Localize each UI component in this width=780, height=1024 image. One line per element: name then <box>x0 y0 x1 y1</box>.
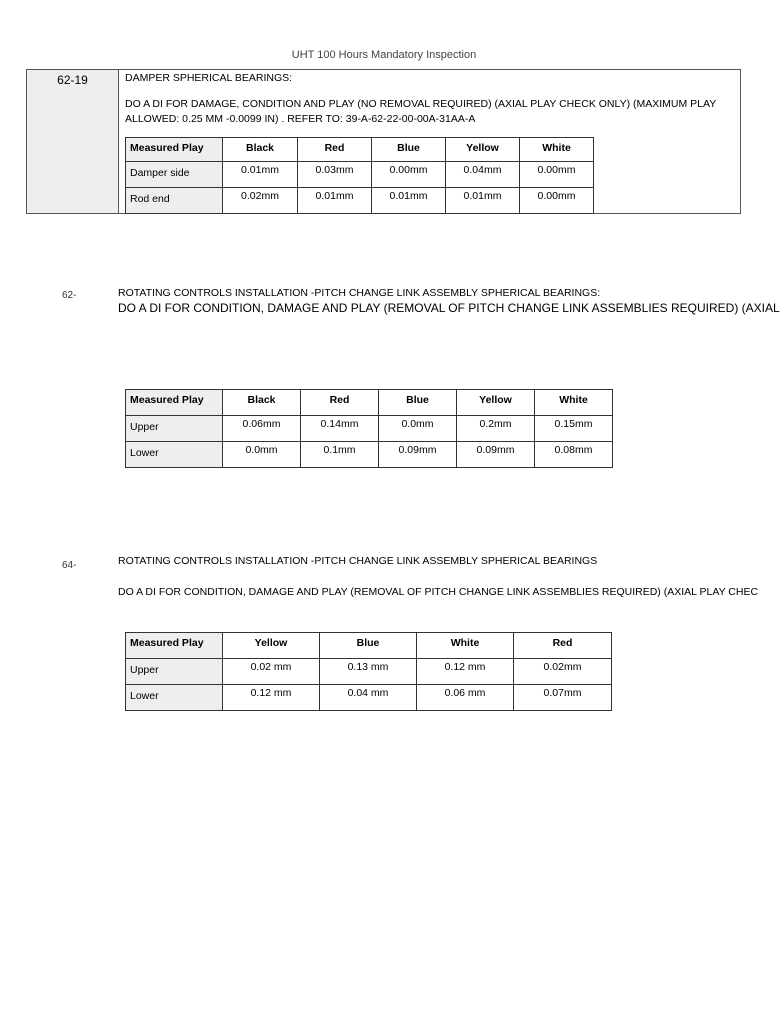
measured-play-table-3 <box>125 632 612 711</box>
table-cell: 0.00mm <box>520 162 594 188</box>
row-label: Upper <box>126 416 223 442</box>
column-header: White <box>417 633 514 659</box>
document-header <box>0 50 768 60</box>
column-header: Measured Play <box>126 633 223 659</box>
section-title: ROTATING CONTROLS INSTALLATION -PITCH CHANGE LINK ASSEMBLY SPHERICAL BEARINGS <box>118 555 598 567</box>
column-header: Yellow <box>446 138 520 162</box>
table-cell: 0.00mm <box>372 162 446 188</box>
table-row <box>126 659 612 685</box>
section-description: DO A DI FOR DAMAGE, CONDITION AND PLAY (NO REMOVAL REQUIRED) (AXIAL PLAY CHECK ONLY) (MAXIMUM PLAY ALLOWED: 0.25 MM -0.0099 IN) . REFER TO: 39-A-62-22-00-00A-31AA-A <box>125 98 717 125</box>
table-cell: 0.0mm <box>223 442 301 468</box>
section-number: 62- <box>62 290 77 301</box>
table-cell: 0.12 mm <box>223 685 320 711</box>
table-row <box>126 162 594 188</box>
table-cell: 0.1mm <box>301 442 379 468</box>
section-number: 62-19 <box>27 70 119 213</box>
table-header-row <box>126 138 594 162</box>
table-cell: 0.02mm <box>514 659 612 685</box>
column-header: White <box>535 390 613 416</box>
table-cell: 0.04 mm <box>320 685 417 711</box>
table-cell: 0.07mm <box>514 685 612 711</box>
table-cell: 0.01mm <box>446 188 520 214</box>
section-title: ROTATING CONTROLS INSTALLATION -PITCH CHANGE LINK ASSEMBLY SPHERICAL BEARINGS: <box>118 287 601 299</box>
table-cell: 0.01mm <box>372 188 446 214</box>
row-label: Upper <box>126 659 223 685</box>
row-label: Lower <box>126 685 223 711</box>
table-cell: 0.13 mm <box>320 659 417 685</box>
table-header-row <box>126 633 612 659</box>
section-description: DO A DI FOR CONDITION, DAMAGE AND PLAY (REMOVAL OF PITCH CHANGE LINK ASSEMBLIES REQUIRED) (AXIAL <box>118 301 780 315</box>
row-label: Lower <box>126 442 223 468</box>
table-cell: 0.0mm <box>379 416 457 442</box>
column-header: Red <box>301 390 379 416</box>
table-cell: 0.12 mm <box>417 659 514 685</box>
column-header: Blue <box>379 390 457 416</box>
table-cell: 0.06mm <box>223 416 301 442</box>
table-row <box>126 416 613 442</box>
column-header: Blue <box>320 633 417 659</box>
row-label: Rod end <box>126 188 223 214</box>
column-header: Red <box>298 138 372 162</box>
table-cell: 0.04mm <box>446 162 520 188</box>
table-cell: 0.01mm <box>298 188 372 214</box>
section-description: DO A DI FOR CONDITION, DAMAGE AND PLAY (REMOVAL OF PITCH CHANGE LINK ASSEMBLIES REQUIRED) (AXIAL PLAY CHEC <box>118 586 759 598</box>
section-number: 64- <box>62 560 77 571</box>
table-cell: 0.02mm <box>223 188 298 214</box>
table-cell: 0.01mm <box>223 162 298 188</box>
table-cell: 0.09mm <box>379 442 457 468</box>
column-header: Measured Play <box>126 390 223 416</box>
column-header: Blue <box>372 138 446 162</box>
table-cell: 0.00mm <box>520 188 594 214</box>
table-cell: 0.03mm <box>298 162 372 188</box>
table-cell: 0.02 mm <box>223 659 320 685</box>
table-cell: 0.2mm <box>457 416 535 442</box>
measured-play-table-2 <box>125 389 613 468</box>
table-cell: 0.15mm <box>535 416 613 442</box>
table-cell: 0.06 mm <box>417 685 514 711</box>
column-header: White <box>520 138 594 162</box>
table-row <box>126 685 612 711</box>
table-cell: 0.14mm <box>301 416 379 442</box>
column-header: Black <box>223 138 298 162</box>
table-row <box>126 188 594 214</box>
column-header: Yellow <box>457 390 535 416</box>
section-title: DAMPER SPHERICAL BEARINGS: <box>125 72 293 84</box>
table-row <box>126 442 613 468</box>
document-header-text: UHT 100 Hours Mandatory Inspection <box>291 49 477 61</box>
table-header-row <box>126 390 613 416</box>
table-cell: 0.08mm <box>535 442 613 468</box>
column-header: Measured Play <box>126 138 223 162</box>
column-header: Yellow <box>223 633 320 659</box>
column-header: Black <box>223 390 301 416</box>
table-cell: 0.09mm <box>457 442 535 468</box>
column-header: Red <box>514 633 612 659</box>
measured-play-table-1 <box>125 137 594 214</box>
row-label: Damper side <box>126 162 223 188</box>
